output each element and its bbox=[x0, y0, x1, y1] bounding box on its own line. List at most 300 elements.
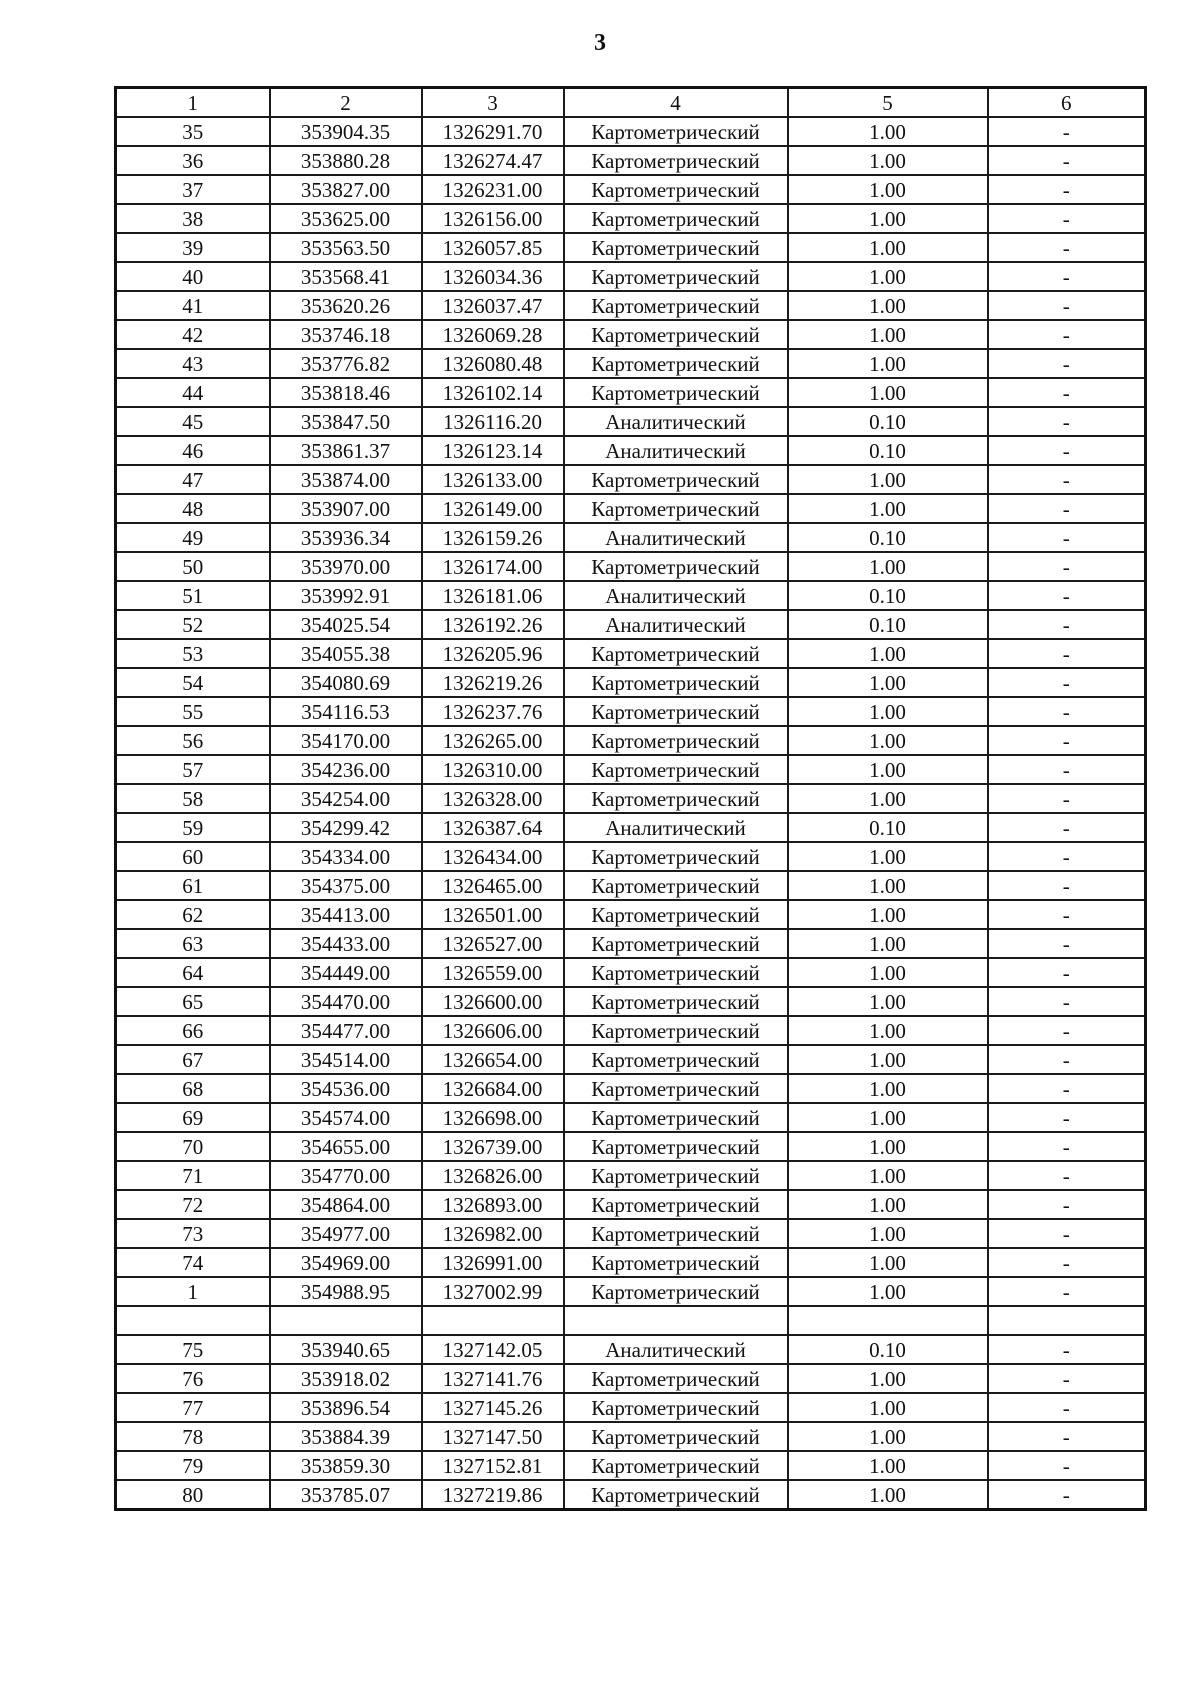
note-cell: - bbox=[988, 784, 1146, 813]
accuracy-cell: 1.00 bbox=[788, 291, 988, 320]
method-cell: Картометрический bbox=[564, 349, 788, 378]
method-cell: Картометрический bbox=[564, 1451, 788, 1480]
point-number-cell: 35 bbox=[116, 117, 270, 146]
table-row bbox=[116, 668, 1146, 697]
point-number-cell: 76 bbox=[116, 1364, 270, 1393]
y-coordinate-cell: 1326600.00 bbox=[422, 987, 564, 1016]
y-coordinate-cell: 1326037.47 bbox=[422, 291, 564, 320]
accuracy-cell: 1.00 bbox=[788, 320, 988, 349]
x-coordinate-cell: 353918.02 bbox=[270, 1364, 422, 1393]
point-number-cell: 56 bbox=[116, 726, 270, 755]
accuracy-cell: 1.00 bbox=[788, 465, 988, 494]
table-row bbox=[116, 610, 1146, 639]
method-cell: Картометрический bbox=[564, 1074, 788, 1103]
x-coordinate-cell: 354254.00 bbox=[270, 784, 422, 813]
y-coordinate-cell: 1326826.00 bbox=[422, 1161, 564, 1190]
y-coordinate-cell: 1326606.00 bbox=[422, 1016, 564, 1045]
table-row bbox=[116, 1393, 1146, 1422]
table-row bbox=[116, 1422, 1146, 1451]
x-coordinate-cell: 354334.00 bbox=[270, 842, 422, 871]
note-cell: - bbox=[988, 1219, 1146, 1248]
table-row bbox=[116, 407, 1146, 436]
x-coordinate-cell: 353861.37 bbox=[270, 436, 422, 465]
accuracy-cell: 1.00 bbox=[788, 900, 988, 929]
note-cell: - bbox=[988, 755, 1146, 784]
point-number-cell: 64 bbox=[116, 958, 270, 987]
y-coordinate-cell: 1326265.00 bbox=[422, 726, 564, 755]
table-row bbox=[116, 262, 1146, 291]
method-cell: Картометрический bbox=[564, 204, 788, 233]
method-cell: Картометрический bbox=[564, 987, 788, 1016]
page-number: 3 bbox=[594, 30, 606, 56]
point-number-cell: 77 bbox=[116, 1393, 270, 1422]
accuracy-cell: 1.00 bbox=[788, 494, 988, 523]
note-cell: - bbox=[988, 726, 1146, 755]
note-cell: - bbox=[988, 1451, 1146, 1480]
column-header: 1 bbox=[116, 88, 270, 118]
x-coordinate-cell: 353907.00 bbox=[270, 494, 422, 523]
y-coordinate-cell: 1327145.26 bbox=[422, 1393, 564, 1422]
method-cell: Картометрический bbox=[564, 958, 788, 987]
method-cell: Картометрический bbox=[564, 668, 788, 697]
note-cell: - bbox=[988, 233, 1146, 262]
table-row bbox=[116, 1277, 1146, 1306]
table-row bbox=[116, 813, 1146, 842]
table-row bbox=[116, 929, 1146, 958]
table-row bbox=[116, 755, 1146, 784]
y-coordinate-cell: 1326034.36 bbox=[422, 262, 564, 291]
note-cell: - bbox=[988, 929, 1146, 958]
method-cell: Аналитический bbox=[564, 1335, 788, 1364]
note-cell bbox=[988, 1306, 1146, 1335]
method-cell: Картометрический bbox=[564, 1045, 788, 1074]
point-number-cell: 69 bbox=[116, 1103, 270, 1132]
point-number-cell: 63 bbox=[116, 929, 270, 958]
x-coordinate-cell: 353563.50 bbox=[270, 233, 422, 262]
x-coordinate-cell: 353904.35 bbox=[270, 117, 422, 146]
x-coordinate-cell: 353859.30 bbox=[270, 1451, 422, 1480]
y-coordinate-cell: 1326231.00 bbox=[422, 175, 564, 204]
y-coordinate-cell: 1326069.28 bbox=[422, 320, 564, 349]
x-coordinate-cell: 353896.54 bbox=[270, 1393, 422, 1422]
method-cell: Картометрический bbox=[564, 1190, 788, 1219]
y-coordinate-cell: 1326205.96 bbox=[422, 639, 564, 668]
y-coordinate-cell: 1326149.00 bbox=[422, 494, 564, 523]
header-row bbox=[116, 88, 1146, 118]
accuracy-cell: 0.10 bbox=[788, 581, 988, 610]
y-coordinate-cell: 1327141.76 bbox=[422, 1364, 564, 1393]
table-row bbox=[116, 291, 1146, 320]
point-number-cell: 37 bbox=[116, 175, 270, 204]
accuracy-cell: 1.00 bbox=[788, 1103, 988, 1132]
y-coordinate-cell: 1326982.00 bbox=[422, 1219, 564, 1248]
note-cell: - bbox=[988, 1103, 1146, 1132]
column-header: 4 bbox=[564, 88, 788, 118]
accuracy-cell: 1.00 bbox=[788, 1422, 988, 1451]
accuracy-cell: 1.00 bbox=[788, 871, 988, 900]
method-cell: Картометрический bbox=[564, 117, 788, 146]
point-number-cell: 67 bbox=[116, 1045, 270, 1074]
table-row bbox=[116, 1190, 1146, 1219]
y-coordinate-cell: 1326559.00 bbox=[422, 958, 564, 987]
note-cell: - bbox=[988, 958, 1146, 987]
accuracy-cell: 1.00 bbox=[788, 1190, 988, 1219]
x-coordinate-cell: 353970.00 bbox=[270, 552, 422, 581]
note-cell: - bbox=[988, 697, 1146, 726]
point-number-cell: 53 bbox=[116, 639, 270, 668]
accuracy-cell: 1.00 bbox=[788, 929, 988, 958]
y-coordinate-cell: 1326501.00 bbox=[422, 900, 564, 929]
point-number-cell: 74 bbox=[116, 1248, 270, 1277]
x-coordinate-cell: 354470.00 bbox=[270, 987, 422, 1016]
y-coordinate-cell: 1326237.76 bbox=[422, 697, 564, 726]
note-cell: - bbox=[988, 552, 1146, 581]
table-row bbox=[116, 1219, 1146, 1248]
table-row bbox=[116, 958, 1146, 987]
x-coordinate-cell: 353992.91 bbox=[270, 581, 422, 610]
accuracy-cell: 1.00 bbox=[788, 1045, 988, 1074]
column-header: 5 bbox=[788, 88, 988, 118]
x-coordinate-cell bbox=[270, 1306, 422, 1335]
table-row bbox=[116, 552, 1146, 581]
table-row bbox=[116, 1335, 1146, 1364]
method-cell: Картометрический bbox=[564, 1480, 788, 1510]
y-coordinate-cell: 1326102.14 bbox=[422, 378, 564, 407]
method-cell: Картометрический bbox=[564, 726, 788, 755]
x-coordinate-cell: 353884.39 bbox=[270, 1422, 422, 1451]
note-cell: - bbox=[988, 146, 1146, 175]
method-cell: Картометрический bbox=[564, 1248, 788, 1277]
method-cell: Картометрический bbox=[564, 871, 788, 900]
note-cell: - bbox=[988, 175, 1146, 204]
x-coordinate-cell: 353818.46 bbox=[270, 378, 422, 407]
table-row bbox=[116, 639, 1146, 668]
point-number-cell: 65 bbox=[116, 987, 270, 1016]
accuracy-cell: 1.00 bbox=[788, 204, 988, 233]
accuracy-cell: 1.00 bbox=[788, 262, 988, 291]
accuracy-cell: 1.00 bbox=[788, 639, 988, 668]
note-cell: - bbox=[988, 1161, 1146, 1190]
accuracy-cell: 1.00 bbox=[788, 958, 988, 987]
note-cell: - bbox=[988, 465, 1146, 494]
method-cell: Аналитический bbox=[564, 523, 788, 552]
point-number-cell: 46 bbox=[116, 436, 270, 465]
method-cell: Картометрический bbox=[564, 1016, 788, 1045]
point-number-cell: 44 bbox=[116, 378, 270, 407]
note-cell: - bbox=[988, 1480, 1146, 1510]
method-cell: Картометрический bbox=[564, 1219, 788, 1248]
table-row bbox=[116, 1103, 1146, 1132]
point-number-cell: 78 bbox=[116, 1422, 270, 1451]
note-cell: - bbox=[988, 1074, 1146, 1103]
accuracy-cell: 1.00 bbox=[788, 1161, 988, 1190]
point-number-cell: 71 bbox=[116, 1161, 270, 1190]
note-cell: - bbox=[988, 1393, 1146, 1422]
y-coordinate-cell: 1326434.00 bbox=[422, 842, 564, 871]
accuracy-cell: 1.00 bbox=[788, 1219, 988, 1248]
method-cell: Картометрический bbox=[564, 552, 788, 581]
point-number-cell: 50 bbox=[116, 552, 270, 581]
point-number-cell: 73 bbox=[116, 1219, 270, 1248]
column-header: 2 bbox=[270, 88, 422, 118]
table-row bbox=[116, 1016, 1146, 1045]
point-number-cell bbox=[116, 1306, 270, 1335]
method-cell: Картометрический bbox=[564, 842, 788, 871]
point-number-cell: 61 bbox=[116, 871, 270, 900]
y-coordinate-cell: 1326654.00 bbox=[422, 1045, 564, 1074]
x-coordinate-cell: 353936.34 bbox=[270, 523, 422, 552]
table-row bbox=[116, 1161, 1146, 1190]
point-number-cell: 57 bbox=[116, 755, 270, 784]
accuracy-cell: 0.10 bbox=[788, 610, 988, 639]
table-row bbox=[116, 987, 1146, 1016]
column-header: 6 bbox=[988, 88, 1146, 118]
accuracy-cell: 1.00 bbox=[788, 784, 988, 813]
point-number-cell: 59 bbox=[116, 813, 270, 842]
point-number-cell: 51 bbox=[116, 581, 270, 610]
note-cell: - bbox=[988, 1016, 1146, 1045]
point-number-cell: 36 bbox=[116, 146, 270, 175]
accuracy-cell: 1.00 bbox=[788, 697, 988, 726]
y-coordinate-cell: 1326684.00 bbox=[422, 1074, 564, 1103]
note-cell: - bbox=[988, 1190, 1146, 1219]
method-cell: Картометрический bbox=[564, 1277, 788, 1306]
x-coordinate-cell: 354536.00 bbox=[270, 1074, 422, 1103]
x-coordinate-cell: 354055.38 bbox=[270, 639, 422, 668]
y-coordinate-cell: 1326465.00 bbox=[422, 871, 564, 900]
point-number-cell: 72 bbox=[116, 1190, 270, 1219]
x-coordinate-cell: 354655.00 bbox=[270, 1132, 422, 1161]
x-coordinate-cell: 353880.28 bbox=[270, 146, 422, 175]
table-row bbox=[116, 871, 1146, 900]
point-number-cell: 42 bbox=[116, 320, 270, 349]
point-number-cell: 55 bbox=[116, 697, 270, 726]
accuracy-cell: 1.00 bbox=[788, 987, 988, 1016]
method-cell: Картометрический bbox=[564, 465, 788, 494]
point-number-cell: 58 bbox=[116, 784, 270, 813]
y-coordinate-cell: 1326219.26 bbox=[422, 668, 564, 697]
x-coordinate-cell: 354988.95 bbox=[270, 1277, 422, 1306]
y-coordinate-cell: 1326328.00 bbox=[422, 784, 564, 813]
y-coordinate-cell: 1327152.81 bbox=[422, 1451, 564, 1480]
note-cell: - bbox=[988, 204, 1146, 233]
table-row bbox=[116, 349, 1146, 378]
method-cell: Картометрический bbox=[564, 1393, 788, 1422]
table-row bbox=[116, 900, 1146, 929]
table-row bbox=[116, 842, 1146, 871]
x-coordinate-cell: 354170.00 bbox=[270, 726, 422, 755]
method-cell: Аналитический bbox=[564, 436, 788, 465]
x-coordinate-cell: 353568.41 bbox=[270, 262, 422, 291]
method-cell: Картометрический bbox=[564, 784, 788, 813]
x-coordinate-cell: 354299.42 bbox=[270, 813, 422, 842]
x-coordinate-cell: 354969.00 bbox=[270, 1248, 422, 1277]
accuracy-cell: 0.10 bbox=[788, 523, 988, 552]
table-row bbox=[116, 523, 1146, 552]
note-cell: - bbox=[988, 523, 1146, 552]
accuracy-cell: 1.00 bbox=[788, 1074, 988, 1103]
table-row bbox=[116, 436, 1146, 465]
table-row bbox=[116, 581, 1146, 610]
accuracy-cell: 1.00 bbox=[788, 1016, 988, 1045]
x-coordinate-cell: 353827.00 bbox=[270, 175, 422, 204]
point-number-cell: 54 bbox=[116, 668, 270, 697]
note-cell: - bbox=[988, 581, 1146, 610]
table-row bbox=[116, 117, 1146, 146]
method-cell: Аналитический bbox=[564, 581, 788, 610]
accuracy-cell: 1.00 bbox=[788, 1451, 988, 1480]
y-coordinate-cell: 1326174.00 bbox=[422, 552, 564, 581]
accuracy-cell: 1.00 bbox=[788, 1364, 988, 1393]
x-coordinate-cell: 353874.00 bbox=[270, 465, 422, 494]
note-cell: - bbox=[988, 378, 1146, 407]
note-cell: - bbox=[988, 407, 1146, 436]
accuracy-cell: 1.00 bbox=[788, 726, 988, 755]
method-cell: Картометрический bbox=[564, 1132, 788, 1161]
y-coordinate-cell: 1327219.86 bbox=[422, 1480, 564, 1510]
x-coordinate-cell: 354433.00 bbox=[270, 929, 422, 958]
table-row bbox=[116, 494, 1146, 523]
point-number-cell: 52 bbox=[116, 610, 270, 639]
accuracy-cell: 1.00 bbox=[788, 117, 988, 146]
point-number-cell: 41 bbox=[116, 291, 270, 320]
y-coordinate-cell: 1327002.99 bbox=[422, 1277, 564, 1306]
y-coordinate-cell bbox=[422, 1306, 564, 1335]
note-cell: - bbox=[988, 1132, 1146, 1161]
point-number-cell: 1 bbox=[116, 1277, 270, 1306]
accuracy-cell: 1.00 bbox=[788, 175, 988, 204]
point-number-cell: 66 bbox=[116, 1016, 270, 1045]
point-number-cell: 47 bbox=[116, 465, 270, 494]
accuracy-cell: 1.00 bbox=[788, 1393, 988, 1422]
y-coordinate-cell: 1326192.26 bbox=[422, 610, 564, 639]
point-number-cell: 49 bbox=[116, 523, 270, 552]
accuracy-cell: 1.00 bbox=[788, 668, 988, 697]
accuracy-cell: 0.10 bbox=[788, 436, 988, 465]
table-row bbox=[116, 233, 1146, 262]
x-coordinate-cell: 354375.00 bbox=[270, 871, 422, 900]
table-body bbox=[116, 117, 1146, 1510]
note-cell: - bbox=[988, 871, 1146, 900]
table-row bbox=[116, 320, 1146, 349]
method-cell: Картометрический bbox=[564, 320, 788, 349]
y-coordinate-cell: 1326310.00 bbox=[422, 755, 564, 784]
table-row bbox=[116, 204, 1146, 233]
note-cell: - bbox=[988, 117, 1146, 146]
accuracy-cell: 1.00 bbox=[788, 552, 988, 581]
method-cell: Картометрический bbox=[564, 1364, 788, 1393]
y-coordinate-cell: 1326291.70 bbox=[422, 117, 564, 146]
y-coordinate-cell: 1326274.47 bbox=[422, 146, 564, 175]
note-cell: - bbox=[988, 900, 1146, 929]
point-number-cell: 39 bbox=[116, 233, 270, 262]
y-coordinate-cell: 1326123.14 bbox=[422, 436, 564, 465]
point-number-cell: 79 bbox=[116, 1451, 270, 1480]
point-number-cell: 70 bbox=[116, 1132, 270, 1161]
table-row bbox=[116, 726, 1146, 755]
accuracy-cell: 0.10 bbox=[788, 813, 988, 842]
x-coordinate-cell: 354574.00 bbox=[270, 1103, 422, 1132]
x-coordinate-cell: 354977.00 bbox=[270, 1219, 422, 1248]
y-coordinate-cell: 1326080.48 bbox=[422, 349, 564, 378]
accuracy-cell: 1.00 bbox=[788, 146, 988, 175]
x-coordinate-cell: 354514.00 bbox=[270, 1045, 422, 1074]
y-coordinate-cell: 1326156.00 bbox=[422, 204, 564, 233]
table-row bbox=[116, 1045, 1146, 1074]
x-coordinate-cell: 354477.00 bbox=[270, 1016, 422, 1045]
table-row bbox=[116, 378, 1146, 407]
x-coordinate-cell: 353785.07 bbox=[270, 1480, 422, 1510]
method-cell: Картометрический bbox=[564, 233, 788, 262]
point-number-cell: 40 bbox=[116, 262, 270, 291]
x-coordinate-cell: 354080.69 bbox=[270, 668, 422, 697]
x-coordinate-cell: 354116.53 bbox=[270, 697, 422, 726]
y-coordinate-cell: 1326387.64 bbox=[422, 813, 564, 842]
method-cell: Картометрический bbox=[564, 175, 788, 204]
accuracy-cell: 1.00 bbox=[788, 1277, 988, 1306]
note-cell: - bbox=[988, 1277, 1146, 1306]
x-coordinate-cell: 353776.82 bbox=[270, 349, 422, 378]
y-coordinate-cell: 1326739.00 bbox=[422, 1132, 564, 1161]
note-cell: - bbox=[988, 668, 1146, 697]
table-row bbox=[116, 1480, 1146, 1510]
table-row bbox=[116, 146, 1146, 175]
accuracy-cell: 0.10 bbox=[788, 1335, 988, 1364]
x-coordinate-cell: 353746.18 bbox=[270, 320, 422, 349]
accuracy-cell: 1.00 bbox=[788, 755, 988, 784]
table-row bbox=[116, 697, 1146, 726]
x-coordinate-cell: 353620.26 bbox=[270, 291, 422, 320]
method-cell bbox=[564, 1306, 788, 1335]
x-coordinate-cell: 354025.54 bbox=[270, 610, 422, 639]
table-row bbox=[116, 1451, 1146, 1480]
method-cell: Аналитический bbox=[564, 407, 788, 436]
method-cell: Картометрический bbox=[564, 755, 788, 784]
y-coordinate-cell: 1326698.00 bbox=[422, 1103, 564, 1132]
point-number-cell: 60 bbox=[116, 842, 270, 871]
accuracy-cell: 1.00 bbox=[788, 1248, 988, 1277]
x-coordinate-cell: 353847.50 bbox=[270, 407, 422, 436]
x-coordinate-cell: 353625.00 bbox=[270, 204, 422, 233]
accuracy-cell: 1.00 bbox=[788, 233, 988, 262]
method-cell: Картометрический bbox=[564, 262, 788, 291]
note-cell: - bbox=[988, 987, 1146, 1016]
note-cell: - bbox=[988, 1335, 1146, 1364]
y-coordinate-cell: 1326181.06 bbox=[422, 581, 564, 610]
column-header: 3 bbox=[422, 88, 564, 118]
x-coordinate-cell: 354413.00 bbox=[270, 900, 422, 929]
method-cell: Аналитический bbox=[564, 813, 788, 842]
y-coordinate-cell: 1327142.05 bbox=[422, 1335, 564, 1364]
y-coordinate-cell: 1327147.50 bbox=[422, 1422, 564, 1451]
accuracy-cell: 1.00 bbox=[788, 378, 988, 407]
method-cell: Картометрический bbox=[564, 378, 788, 407]
note-cell: - bbox=[988, 494, 1146, 523]
method-cell: Картометрический bbox=[564, 494, 788, 523]
method-cell: Картометрический bbox=[564, 900, 788, 929]
table-header bbox=[116, 88, 1146, 118]
method-cell: Картометрический bbox=[564, 1422, 788, 1451]
point-number-cell: 75 bbox=[116, 1335, 270, 1364]
method-cell: Картометрический bbox=[564, 697, 788, 726]
method-cell: Картометрический bbox=[564, 146, 788, 175]
table-row bbox=[116, 1074, 1146, 1103]
note-cell: - bbox=[988, 262, 1146, 291]
note-cell: - bbox=[988, 1248, 1146, 1277]
note-cell: - bbox=[988, 813, 1146, 842]
accuracy-cell: 1.00 bbox=[788, 1480, 988, 1510]
note-cell: - bbox=[988, 842, 1146, 871]
